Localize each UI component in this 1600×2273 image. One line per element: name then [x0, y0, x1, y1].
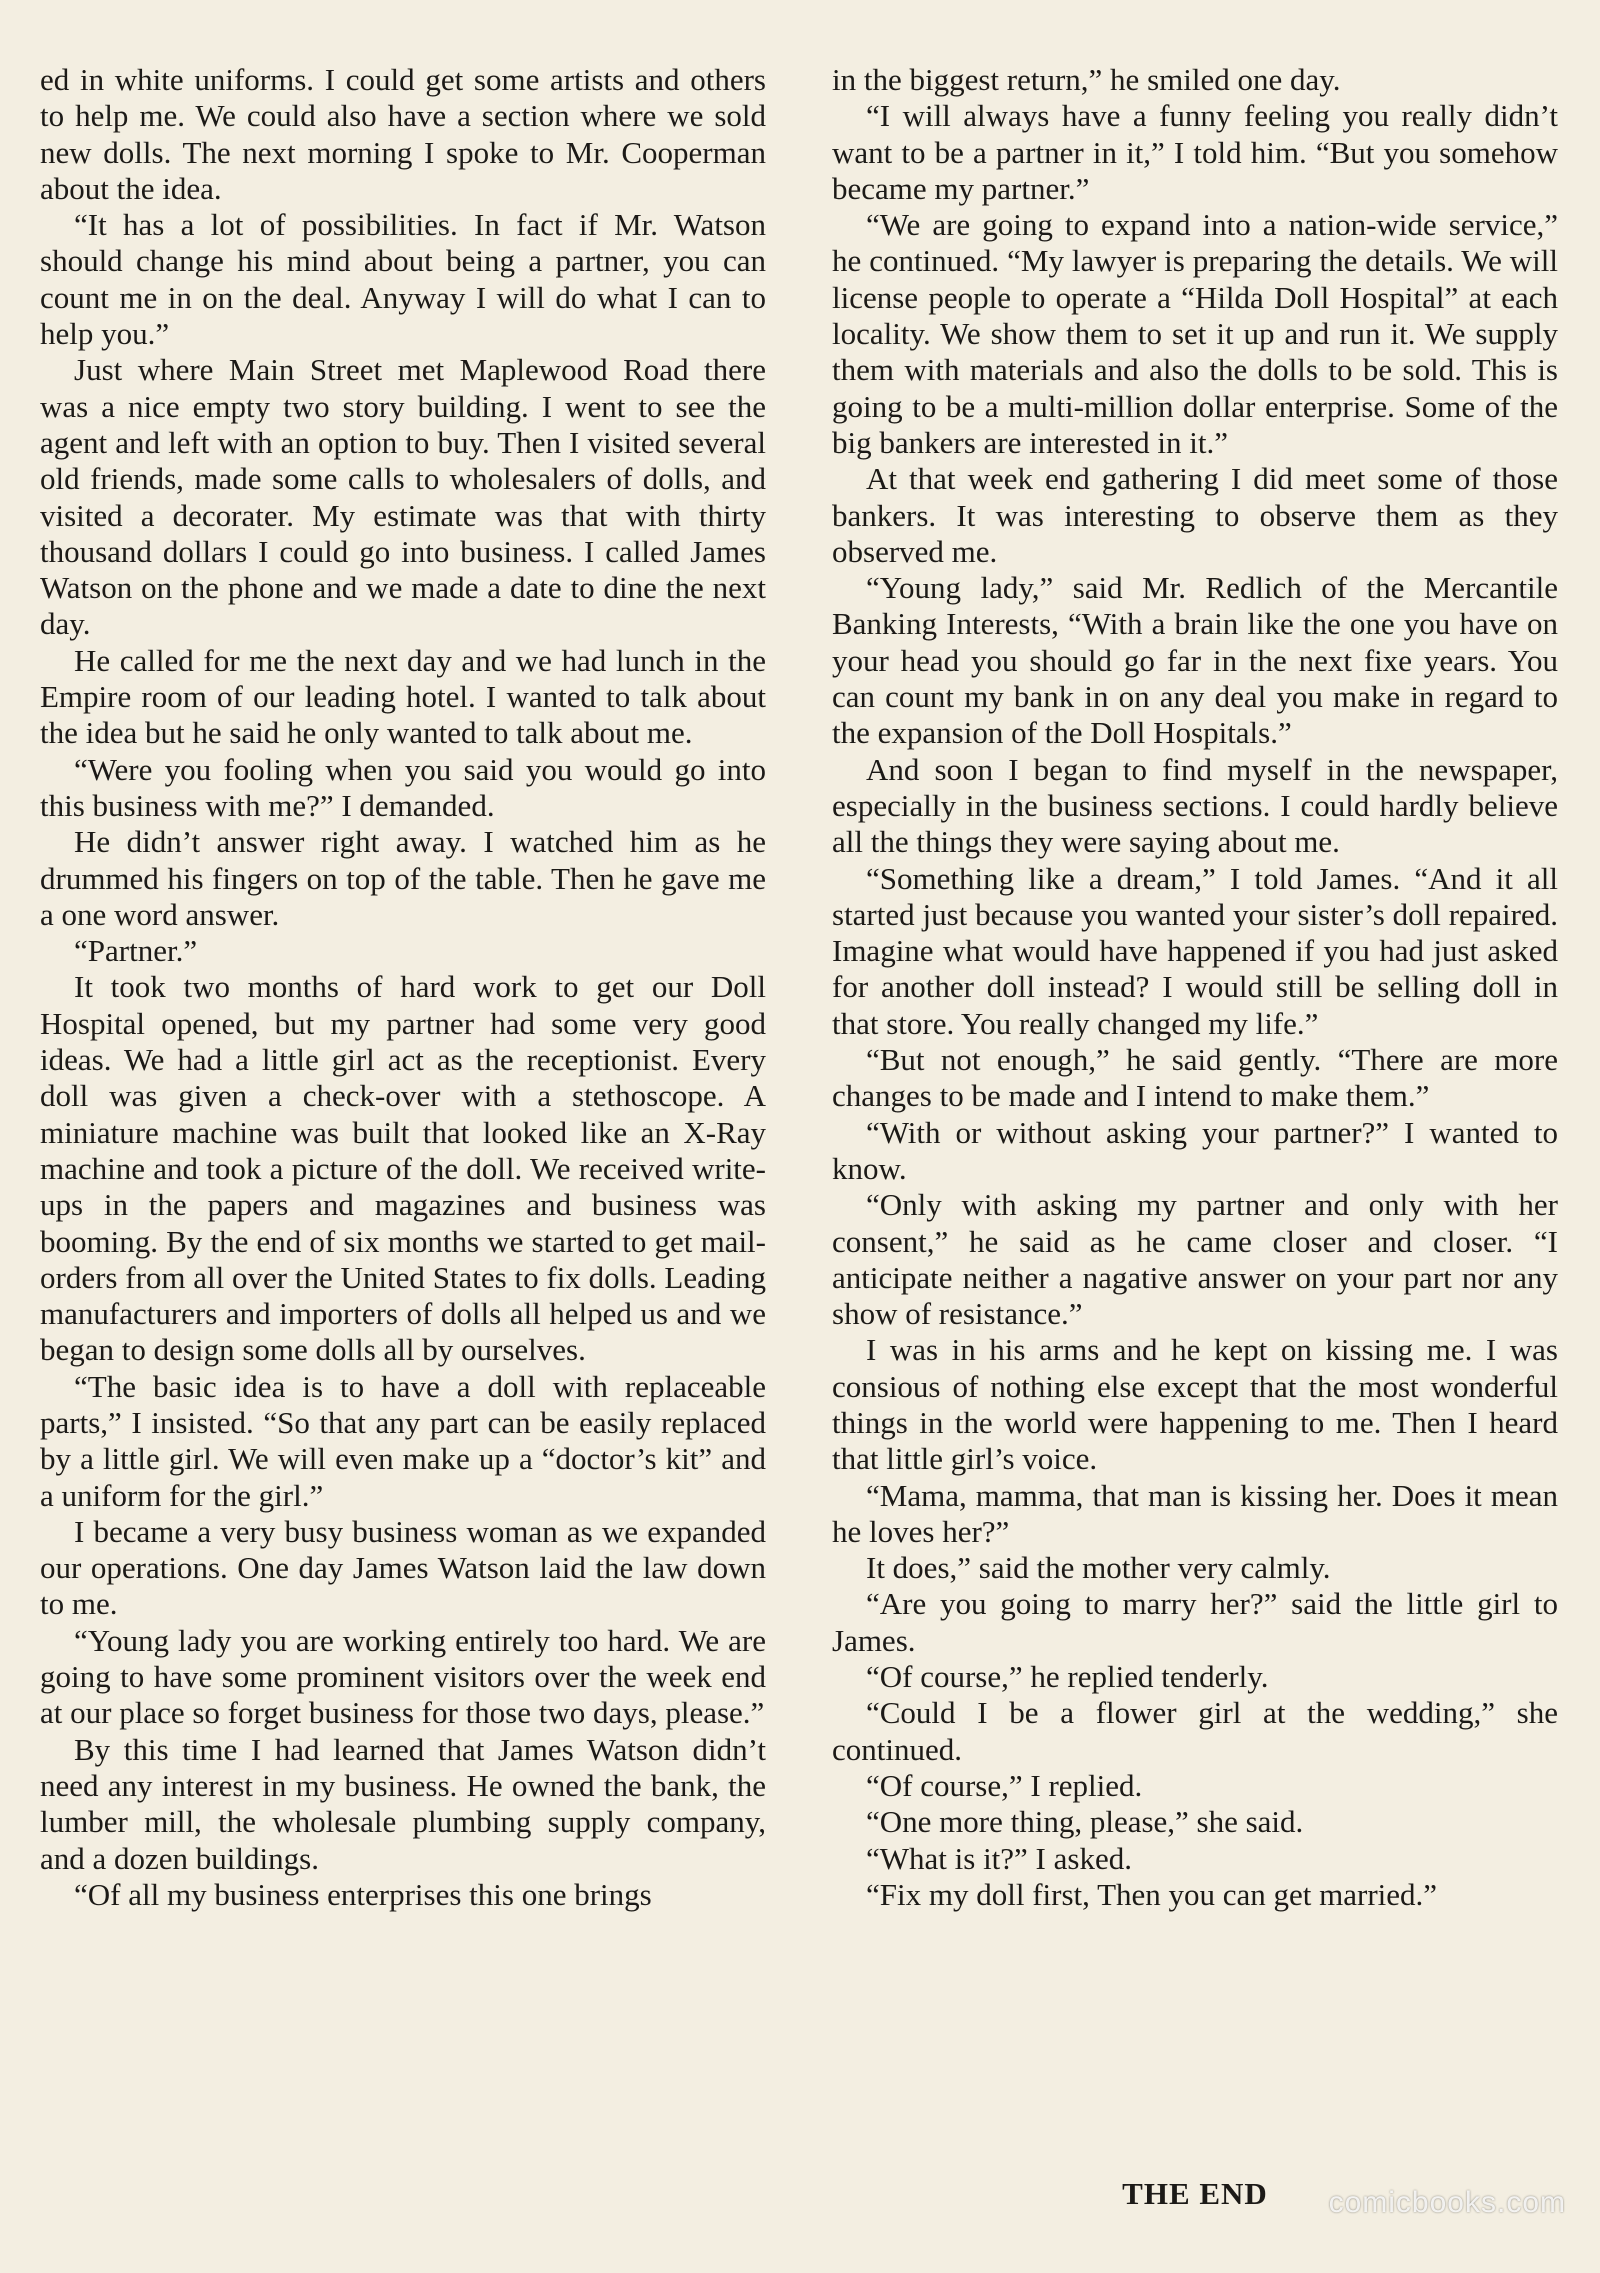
- watermark: comicbooks.com: [1328, 2186, 1566, 2219]
- paragraph: “Something like a dream,” I told James. “And it all started just because you wanted your sister’s doll repaired. Imagine what would have happened if you had just asked for another doll instead? I would still be selling doll in that store. You really changed my life.”: [832, 860, 1558, 1041]
- paragraph: “Of course,” I replied.: [866, 1767, 1143, 1803]
- paragraph: He didn’t answer right away. I watched him as he drummed his fingers on top of the table. Then he gave me a one word answer.: [40, 824, 766, 932]
- paragraph: “Mama, mamma, that man is kissing her. Does it mean he loves her?”: [832, 1477, 1558, 1549]
- paragraph: “Only with asking my partner and only with her consent,” he said as he came closer and closer. “I anticipate neither a nagative answer on your part nor any show of resistance.”: [832, 1187, 1558, 1332]
- paragraph: “We are going to expand into a nation-wide service,” he continued. “My lawyer is preparing the details. We will license people to operate a “Hilda Doll Hospital” at each locality. We show them to set it up and run it. We supply them with materials and also the dolls to be sold. This is going to be a multi-million dollar enterprise. Some of the big bankers are interested in it.”: [832, 207, 1558, 460]
- paragraph: “Were you fooling when you said you would go into this business with me?” I demanded.: [40, 751, 766, 823]
- paragraph: Just where Main Street met Maplewood Road there was a nice empty two story building. I went to see the agent and left with an option to buy. Then I visited several old friends, made some calls to wholesalers of dolls, and visited a decorater. My estimate was that with thirty thousand dollars I could go into business. I called James Watson on the phone and we made a date to dine the next day.: [40, 352, 766, 642]
- paragraph: And soon I began to find myself in the newspaper, especially in the business sections. I could hardly believe all the things they were saying about me.: [832, 751, 1558, 860]
- paragraph: I was in his arms and he kept on kissing me. I was consious of nothing else except that the most wonderful things in the world were happening to me. Then I heard that little girl’s voice.: [832, 1332, 1558, 1477]
- left-text-column: [40, 62, 766, 1913]
- paragraph: “Young lady you are working entirely too hard. We are going to have some prominent visitors over the week end at our place so forget business for those two days, please.”: [40, 1622, 766, 1731]
- paragraph: “Could I be a flower girl at the wedding,” she continued.: [832, 1695, 1558, 1767]
- paragraph: “I will always have a funny feeling you really didn’t want to be a partner in it,” I told him. “But you somehow became my partner.”: [832, 98, 1558, 206]
- paragraph: “Partner.”: [74, 933, 198, 969]
- paragraph: It does,” said the mother very calmly.: [866, 1550, 1331, 1586]
- paragraph: “But not enough,” he said gently. “There are more changes to be made and I intend to make them.”: [832, 1042, 1558, 1114]
- paragraph: He called for me the next day and we had lunch in the Empire room of our leading hotel. I wanted to talk about the idea but he said he only wanted to talk about me.: [40, 642, 766, 751]
- paragraph: “One more thing, please,” she said.: [866, 1804, 1304, 1840]
- paragraph: “Young lady,” said Mr. Redlich of the Mercantile Banking Interests, “With a brain like the one you have on your head you should go far in the next fixe years. You can count my bank in on any deal you make in regard to the expansion of the Doll Hospitals.”: [832, 570, 1558, 751]
- paragraph: At that week end gathering I did meet some of those bankers. It was interesting to observe them as they observed me.: [832, 461, 1558, 569]
- paragraph: “What is it?” I asked.: [866, 1840, 1132, 1876]
- the-end-heading: THE END: [1122, 2176, 1268, 2211]
- paragraph: “Are you going to marry her?” said the little girl to James.: [832, 1586, 1558, 1658]
- paragraph: It took two months of hard work to get our Doll Hospital opened, but my partner had some very good ideas. We had a little girl act as the receptionist. Every doll was given a check-over with a stethoscope. A miniature machine was built that looked like an X-Ray machine and took a picture of the doll. We received write-ups in the papers and magazines and business was booming. By the end of six months we started to get mail-orders from all over the United States to fix dolls. Leading manufacturers and importers of dolls all helped us and we began to design some dolls all by ourselves.: [40, 969, 766, 1368]
- paragraph: By this time I had learned that James Watson didn’t need any interest in my business. He owned the bank, the lumber mill, the wholesale plumbing supply company, and a dozen buildings.: [40, 1731, 766, 1876]
- paragraph: “Fix my doll first, Then you can get married.”: [866, 1876, 1438, 1912]
- paragraph: “With or without asking your partner?” I wanted to know.: [832, 1114, 1558, 1186]
- paragraph: ed in white uniforms. I could get some artists and others to help me. We could also have a section where we sold new dolls. The next morning I spoke to Mr. Cooperman about the idea.: [40, 62, 766, 206]
- paragraph: “It has a lot of possibilities. In fact if Mr. Watson should change his mind about being a partner, you can count me in on the deal. Anyway I will do what I can to help you.”: [40, 207, 766, 352]
- paragraph: “Of all my business enterprises this one brings: [74, 1876, 652, 1912]
- paragraph: “The basic idea is to have a doll with replaceable parts,” I insisted. “So that any part can be easily replaced by a little girl. We will even make up a “doctor’s kit” and a uniform for the girl.”: [40, 1368, 766, 1513]
- paragraph: “Of course,” he replied tenderly.: [866, 1659, 1269, 1695]
- paragraph: I became a very busy business woman as we expanded our operations. One day James Watson laid the law down to me.: [40, 1513, 766, 1622]
- right-text-column: [832, 62, 1558, 1913]
- paragraph: in the biggest return,” he smiled one day.: [832, 62, 1341, 97]
